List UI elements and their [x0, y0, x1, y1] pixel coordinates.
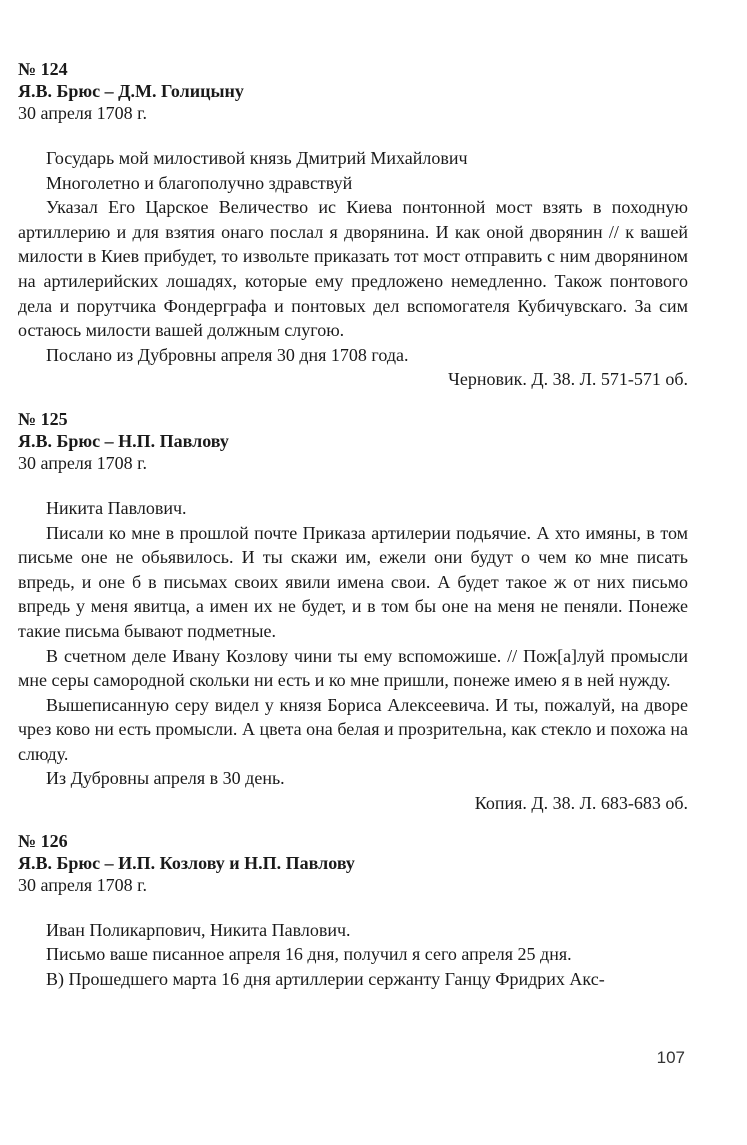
- page-number: 107: [656, 1048, 685, 1067]
- document-number: № 124: [18, 59, 68, 79]
- salutation: Государь мой милостивой князь Дмитрий Михайлович: [46, 148, 468, 168]
- archive-reference: Копия. Д. 38. Л. 683-683 об.: [474, 793, 688, 814]
- document-number: № 126: [18, 830, 68, 851]
- document-title: Я.В. Брюс – Н.П. Павлову: [18, 430, 229, 451]
- closing-place-date: Послано из Дубровны апреля 30 дня 1708 года.: [46, 344, 409, 365]
- closing-place-date: Из Дубровны апреля в 30 день.: [46, 768, 285, 789]
- document-date: 30 апреля 1708 г.: [18, 103, 147, 123]
- page-body: [18, 58, 688, 991]
- letter-body: Вышеписанную серу видел у князя Бориса Алексеевича. И ты, пожалуй, на дворе чрез ково ни есть промысли. А цвета она белая и прозрительна, как стекло и похожа на слюду.: [18, 694, 688, 764]
- document-124: [18, 58, 688, 392]
- letter-body: Писали ко мне в прошлой почте Приказа артилерии подьячие. А хто имяны, в том письме оне не обьявилось. И ты скажи им, ежели они будут о чем ко мне писать впредь, и оне б в письмах своих явили имена свои. А будет такое ж от них письмо впредь у меня явитца, а имен их не будет, и в том бы оне на меня не пеняли. Понеже такие письма бывают подметные.: [18, 522, 688, 641]
- document-date: 30 апреля 1708 г.: [18, 452, 147, 473]
- salutation: Никита Павлович.: [46, 497, 187, 518]
- document-125: [18, 408, 688, 816]
- document-title: Я.В. Брюс – Д.М. Голицыну: [18, 81, 244, 101]
- document-date: 30 апреля 1708 г.: [18, 874, 147, 895]
- letter-body: В счетном деле Ивану Козлову чини ты ему вспоможише. // Пож[а]луй промысли мне серы самородной скольки ни есть и ко мне пришли, понеже имею я в ней нужду.: [18, 645, 688, 691]
- greeting: Многолетно и благополучно здравствуй: [46, 172, 353, 193]
- letter-body: В) Прошедшего марта 16 дня артиллерии сержанту Ганцу Фридрих Акс-: [46, 968, 605, 989]
- salutation: Иван Поликарпович, Никита Павлович.: [46, 919, 351, 940]
- document-title: Я.В. Брюс – И.П. Козлову и Н.П. Павлову: [18, 852, 355, 873]
- archive-reference: Черновик. Д. 38. Л. 571-571 об.: [448, 369, 688, 390]
- letter-body: Письмо ваше писанное апреля 16 дня, получил я сего апреля 25 дня.: [46, 944, 572, 965]
- document-number: № 125: [18, 408, 68, 429]
- document-126: [18, 830, 688, 992]
- letter-body: Указал Его Царское Величество ис Киева понтонной мост взять в походную артиллерию и для взятия онаго послал я дворянина. И как оной дворянин // к вашей милости в Киев прибудет, то извольте приказать тот мост отправить с ним дворянином на артилерийских лошадях, которые ему предложено немедленно. Також понтового дела и порутчика Фондерграфа и понтовых дел вспомогателя Кубичувскаго. За сим остаюсь милости вашей должным слугою.: [18, 197, 688, 341]
